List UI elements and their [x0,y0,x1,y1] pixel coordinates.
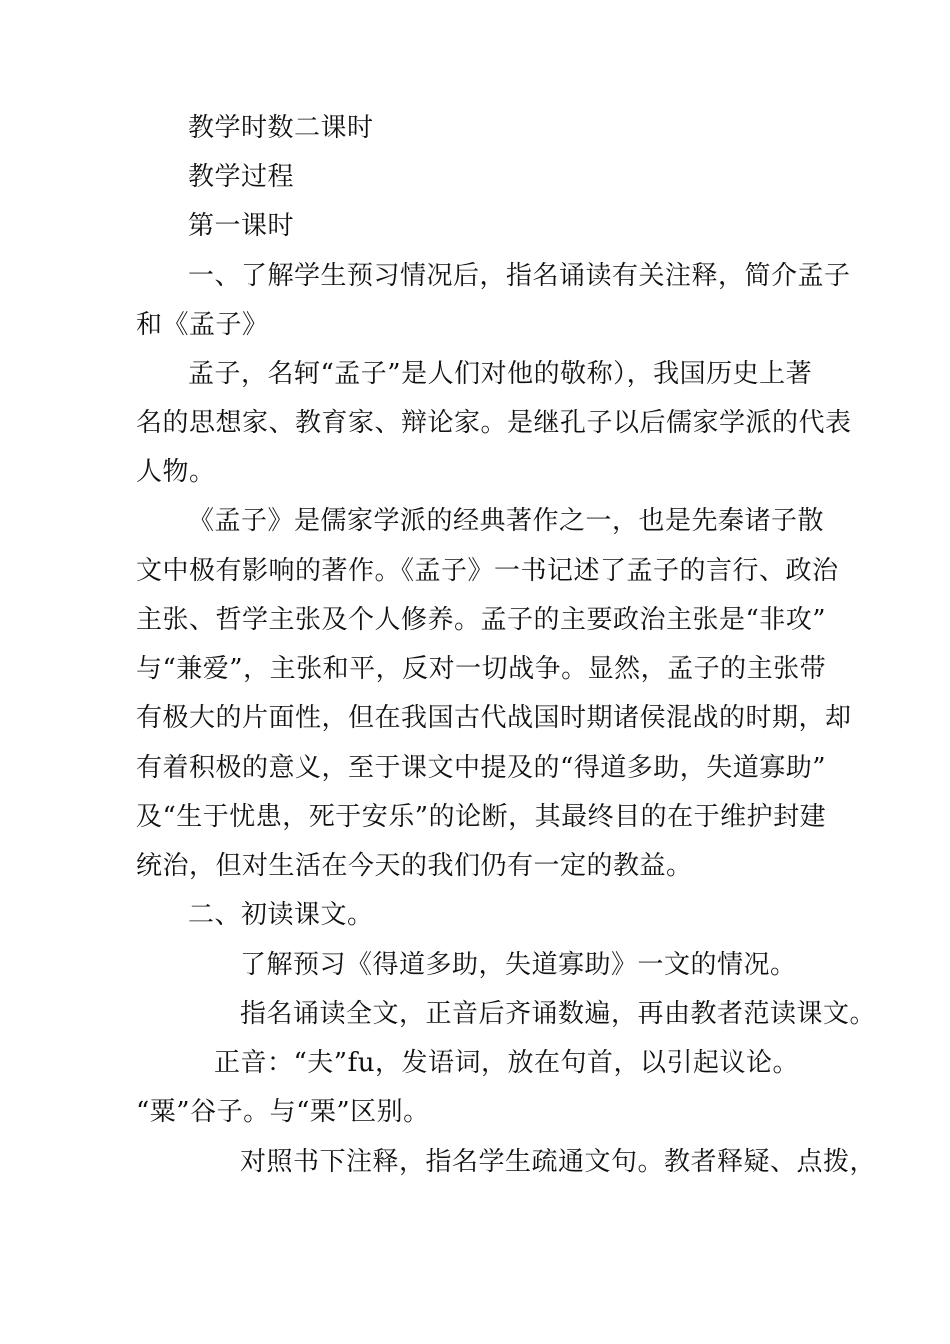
line-book-intro-7: 及“生于忧患，死于安乐”的论断，其最终目的在于维护封建 [136,802,827,832]
line-teaching-process: 教学过程 [188,162,295,192]
line-book-intro-4: 与“兼爱”，主张和平，反对一切战争。显然，孟子的主张带 [136,654,827,684]
line-teaching-hours: 教学时数二课时 [188,113,374,143]
line-book-intro-5: 有极大的片面性，但在我国古代战国时期诸侯混战的时期，却 [136,703,852,733]
line-recite-text: 指名诵读全文，正音后齐诵数遍，再由教者范读课文。 [240,999,877,1029]
line-pronunciation: 正音：“夫”fu，发语词，放在句首，以引起议论。 [214,1048,799,1078]
line-pronunciation-cont: “粟”谷子。与“栗”区别。 [136,1097,430,1127]
line-book-intro-8: 统治，但对生活在今天的我们仍有一定的教益。 [136,851,693,881]
line-mencius-intro-1: 孟子，名轲“孟子”是人们对他的敬称），我国历史上著 [188,359,813,389]
line-annotation-study: 对照书下注释，指名学生疏通文句。教者释疑、点拨， [240,1147,877,1177]
line-book-intro-3: 主张、哲学主张及个人修养。孟子的主要政治主张是“非攻” [136,605,827,635]
line-book-intro-2: 文中极有影响的著作。《孟子》一书记述了孟子的言行、政治 [136,556,839,586]
line-section-one: 一、了解学生预习情况后，指名诵读有关注释，简介孟子 [188,261,851,291]
line-preview-check: 了解预习《得道多助，失道寡助》一文的情况。 [240,950,797,980]
line-first-lesson: 第一课时 [188,211,295,241]
line-mencius-intro-2: 名的思想家、教育家、辩论家。是继孔子以后儒家学派的代表 [136,408,852,438]
line-section-one-cont: 和《孟子》 [136,310,269,340]
line-book-intro-1: 《孟子》是儒家学派的经典著作之一，也是先秦诸子散 [188,506,825,536]
line-section-two: 二、初读课文。 [188,900,374,930]
line-book-intro-6: 有着积极的意义，至于课文中提及的“得道多助，失道寡助” [136,753,827,783]
line-mencius-intro-3: 人物。 [136,457,216,487]
